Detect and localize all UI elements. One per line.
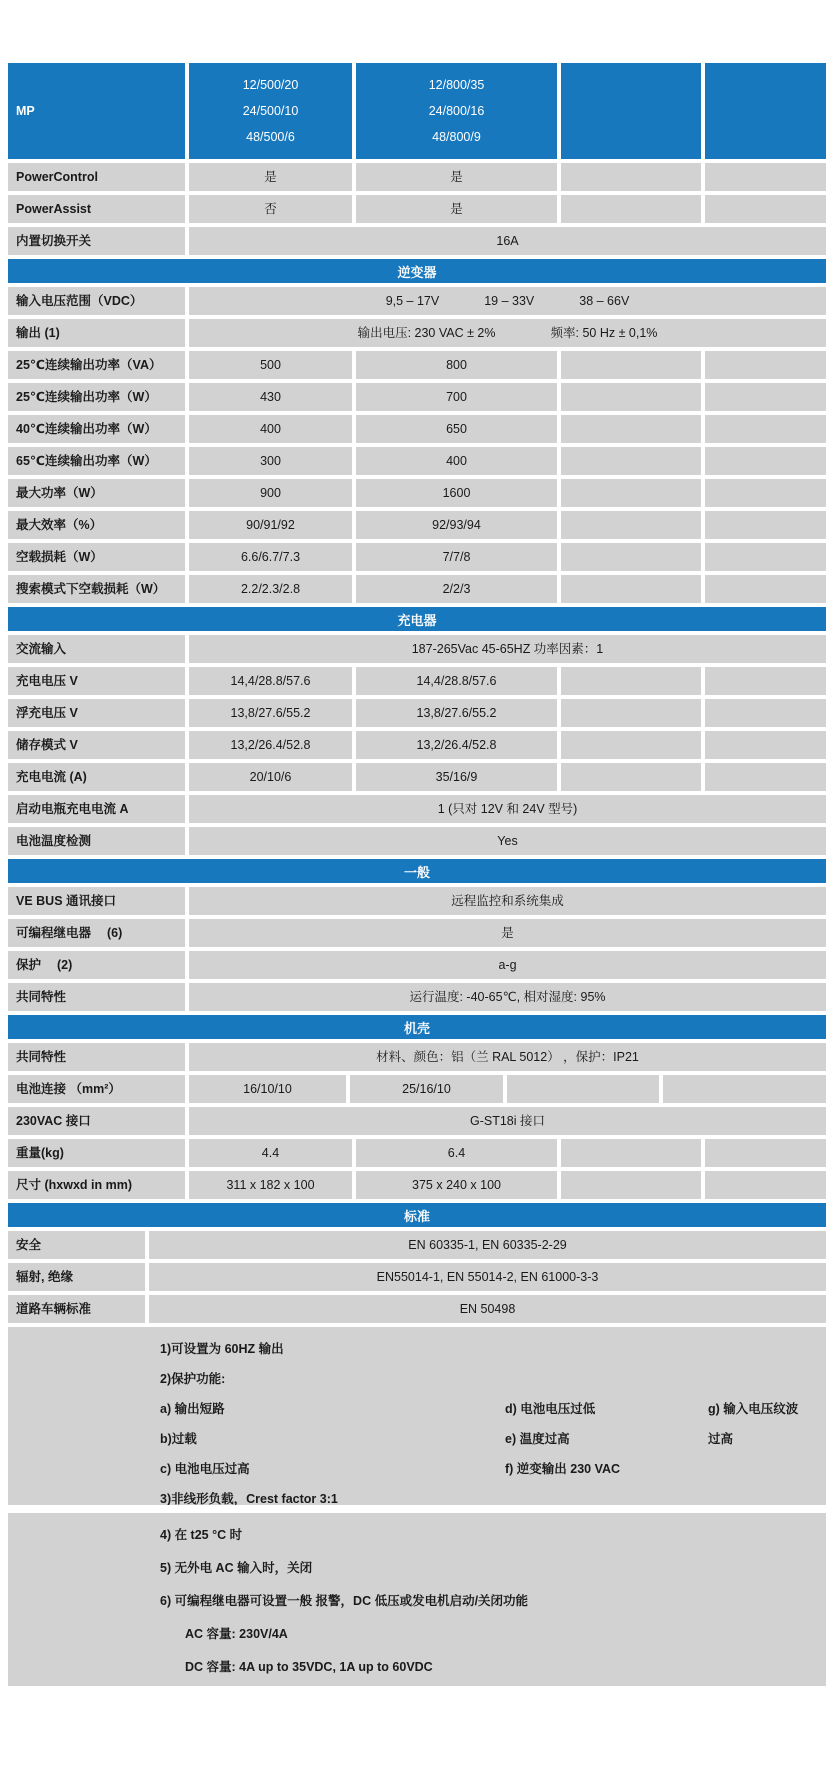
- row-label: 道路车辆标准: [8, 1295, 145, 1323]
- cell-empty: [561, 383, 701, 411]
- cell-empty: [561, 479, 701, 507]
- row-label: 启动电瓶充电电流 A: [8, 795, 185, 823]
- row-label: 尺寸 (hxwxd in mm): [8, 1171, 185, 1199]
- cell-empty: [705, 763, 826, 791]
- row-input-voltage-range: [8, 287, 826, 315]
- cell-value: 是: [356, 195, 557, 223]
- model-code: 48/800/9: [432, 129, 481, 144]
- cell-value: 800: [356, 351, 557, 379]
- row-label: 充电电压 V: [8, 667, 185, 695]
- footnote-g: g) 输入电压纹波: [708, 1402, 799, 1416]
- cell-value: 1600: [356, 479, 557, 507]
- row-protection: [8, 951, 826, 979]
- cell-value: 35/16/9: [356, 763, 557, 791]
- table-header-row: [8, 63, 826, 159]
- cell-value: 650: [356, 415, 557, 443]
- cell-empty: [705, 447, 826, 475]
- cell-empty: [705, 731, 826, 759]
- row-cont-power-w65: [8, 447, 826, 475]
- row-powercontrol: [8, 163, 826, 191]
- row-weight: [8, 1139, 826, 1167]
- row-programmable-relay: [8, 919, 826, 947]
- row-label: PowerAssist: [8, 195, 185, 223]
- cell-value: 900: [189, 479, 352, 507]
- cell-empty: [705, 575, 826, 603]
- cell-empty: [705, 667, 826, 695]
- cell-value: 远程监控和系统集成: [189, 887, 826, 915]
- cell-empty: [705, 1139, 826, 1167]
- cell-empty: [507, 1075, 659, 1103]
- row-battery-connection: [8, 1075, 826, 1103]
- row-label: 浮充电压 V: [8, 699, 185, 727]
- cell-value: EN55014-1, EN 55014-2, EN 61000-3-3: [149, 1263, 826, 1291]
- cell-value: 400: [189, 415, 352, 443]
- cell-value: 2.2/2.3/2.8: [189, 575, 352, 603]
- footnote-e: e) 温度过高: [505, 1432, 570, 1446]
- row-label: 内置切换开关: [8, 227, 185, 255]
- cell-empty: [705, 383, 826, 411]
- cell-value: EN 50498: [149, 1295, 826, 1323]
- cell-empty: [663, 1075, 826, 1103]
- row-common-enclosure: [8, 1043, 826, 1071]
- cell-value: 500: [189, 351, 352, 379]
- cell-empty: [705, 163, 826, 191]
- row-starter-charge-current: [8, 795, 826, 823]
- row-common-general: [8, 983, 826, 1011]
- footnote-f: f) 逆变输出 230 VAC: [505, 1462, 621, 1476]
- row-label: 65℃连续输出功率（W）: [8, 447, 185, 475]
- cell-empty: [561, 543, 701, 571]
- cell-empty: [561, 351, 701, 379]
- cell-value: EN 60335-1, EN 60335-2-29: [149, 1231, 826, 1259]
- row-zero-load: [8, 543, 826, 571]
- row-charge-voltage: [8, 667, 826, 695]
- cell-value: 300: [189, 447, 352, 475]
- model-code: 48/500/6: [246, 129, 295, 144]
- row-road-vehicle-standard: [8, 1295, 826, 1323]
- header-model-col-2: [356, 63, 557, 159]
- cell-value: 13,8/27.6/55.2: [189, 699, 352, 727]
- row-label: 辐射, 绝缘: [8, 1263, 145, 1291]
- spec-table: [8, 63, 826, 1323]
- header-model-col-4-empty: [705, 63, 826, 159]
- row-dimensions: [8, 1171, 826, 1199]
- footnote-5: 5) 无外电 AC 输入时，关闭: [160, 1560, 313, 1575]
- cell-empty: [561, 699, 701, 727]
- row-ve-bus: [8, 887, 826, 915]
- cell-value: 13,2/26.4/52.8: [356, 731, 557, 759]
- cell-empty: [561, 1171, 701, 1199]
- section-header-charger: 充电器: [8, 607, 826, 631]
- cell-value: 1 (只对 12V 和 24V 型号): [189, 795, 826, 823]
- row-ac-connector: [8, 1107, 826, 1135]
- row-label: 充电电流 (A): [8, 763, 185, 791]
- cell-empty: [561, 667, 701, 695]
- cell-empty: [705, 1171, 826, 1199]
- row-storage-mode: [8, 731, 826, 759]
- header-product-label: MP: [8, 63, 185, 159]
- cell-value: 187-265Vac 45-65HZ 功率因素：1: [189, 635, 826, 663]
- footnote-dc-capacity: DC 容量: 4A up to 35VDC, 1A up to 60VDC: [185, 1659, 433, 1674]
- cell-value: 6.6/6.7/7.3: [189, 543, 352, 571]
- cell-empty: [561, 447, 701, 475]
- cell-value: 4.4: [189, 1139, 352, 1167]
- footnote-protection-row-1: [8, 1393, 826, 1423]
- model-code: 24/800/16: [428, 103, 485, 118]
- row-label: 电池连接 （mm²）: [8, 1075, 185, 1103]
- voltage-range-12v: 9,5 – 17V: [385, 293, 440, 308]
- output-voltage: 输出电压: 230 VAC ± 2%: [357, 325, 496, 340]
- voltage-range-48v: 38 – 66V: [579, 293, 630, 308]
- row-label: 25℃连续输出功率（W）: [8, 383, 185, 411]
- cell-value: 7/7/8: [356, 543, 557, 571]
- cell-value: 16/10/10: [189, 1075, 346, 1103]
- cell-empty: [561, 1139, 701, 1167]
- cell-value: 6.4: [356, 1139, 557, 1167]
- header-model-col-1: [189, 63, 352, 159]
- row-label: 空载损耗（W）: [8, 543, 185, 571]
- row-label: 25℃连续输出功率（VA）: [8, 351, 185, 379]
- cell-value: 400: [356, 447, 557, 475]
- row-search-mode-load: [8, 575, 826, 603]
- footnote-divider: [8, 1505, 826, 1513]
- cell-value: Yes: [189, 827, 826, 855]
- cell-empty: [705, 479, 826, 507]
- cell-empty: [705, 351, 826, 379]
- row-cont-power-w40: [8, 415, 826, 443]
- cell-value: 否: [189, 195, 352, 223]
- row-max-efficiency: [8, 511, 826, 539]
- footnote-4: 4) 在 t25 °C 时: [160, 1527, 243, 1542]
- section-header-general: 一般: [8, 859, 826, 883]
- cell-empty: [561, 511, 701, 539]
- row-label: 最大功率（W）: [8, 479, 185, 507]
- row-cont-power-va: [8, 351, 826, 379]
- row-label: 最大效率（%）: [8, 511, 185, 539]
- row-charge-current: [8, 763, 826, 791]
- cell-value: G-ST18i 接口: [189, 1107, 826, 1135]
- cell-value: 材料、颜色：铝（兰 RAL 5012） ，保护：IP21: [189, 1043, 826, 1071]
- cell-empty: [561, 195, 701, 223]
- footnote-1: 1)可设置为 60HZ 输出: [160, 1342, 284, 1356]
- footnote-protection-row-3: [8, 1453, 826, 1483]
- row-label: 共同特性: [8, 983, 185, 1011]
- model-code: 24/500/10: [242, 103, 299, 118]
- row-ac-input: [8, 635, 826, 663]
- cell-value: 25/16/10: [350, 1075, 503, 1103]
- footnote-g-cont: 过高: [708, 1432, 734, 1446]
- cell-value: 92/93/94: [356, 511, 557, 539]
- row-label: 重量(kg): [8, 1139, 185, 1167]
- footnote-a: a) 输出短路: [160, 1402, 225, 1416]
- row-label: 电池温度检测: [8, 827, 185, 855]
- footnotes-block-2: [8, 1513, 826, 1686]
- cell-value: 700: [356, 383, 557, 411]
- footnotes-block-1: [8, 1327, 826, 1505]
- row-max-power: [8, 479, 826, 507]
- cell-value: 430: [189, 383, 352, 411]
- footnote-b: b)过载: [160, 1432, 197, 1446]
- row-label: 输出 (1): [8, 319, 185, 347]
- model-code: 12/500/20: [242, 78, 299, 92]
- footnote-protection-row-2: [8, 1423, 826, 1453]
- cell-empty: [705, 511, 826, 539]
- cell-value: 是: [356, 163, 557, 191]
- cell-value: 16A: [189, 227, 826, 255]
- cell-value: 20/10/6: [189, 763, 352, 791]
- row-label: 搜索模式下空载损耗（W）: [8, 575, 185, 603]
- section-header-inverter: 逆变器: [8, 259, 826, 283]
- row-label: 储存模式 V: [8, 731, 185, 759]
- row-label: 可编程继电器 (6): [8, 919, 185, 947]
- row-label: 安全: [8, 1231, 145, 1259]
- voltage-range-24v: 19 – 33V: [484, 293, 535, 308]
- cell-empty: [561, 415, 701, 443]
- footnote-c: c) 电池电压过高: [160, 1462, 250, 1476]
- cell-empty: [705, 699, 826, 727]
- row-float-voltage: [8, 699, 826, 727]
- cell-value: [189, 319, 826, 347]
- row-battery-temp-sensor: [8, 827, 826, 855]
- row-label: 共同特性: [8, 1043, 185, 1071]
- footnote-d: d) 电池电压过低: [505, 1402, 596, 1416]
- cell-empty: [561, 763, 701, 791]
- cell-value: 311 x 182 x 100: [189, 1171, 352, 1199]
- footnote-ac-capacity: AC 容量: 230V/4A: [185, 1626, 288, 1641]
- cell-value: [189, 287, 826, 315]
- row-label: 保护 (2): [8, 951, 185, 979]
- cell-value: 2/2/3: [356, 575, 557, 603]
- cell-value: a-g: [189, 951, 826, 979]
- cell-empty: [705, 195, 826, 223]
- row-label: 230VAC 接口: [8, 1107, 185, 1135]
- cell-value: 14,4/28.8/57.6: [189, 667, 352, 695]
- cell-value: 13,2/26.4/52.8: [189, 731, 352, 759]
- footnote-6: 6) 可编程继电器可设置一般 报警，DC 低压或发电机启动/关闭功能: [160, 1593, 529, 1608]
- footnote-3: 3)非线形负载，Crest factor 3:1: [160, 1492, 338, 1505]
- model-code: 12/800/35: [428, 78, 485, 92]
- cell-value: 是: [189, 163, 352, 191]
- cell-empty: [705, 415, 826, 443]
- row-emission-standard: [8, 1263, 826, 1291]
- output-frequency: 频率: 50 Hz ± 0,1%: [550, 325, 658, 340]
- section-header-standards: 标准: [8, 1203, 826, 1227]
- row-safety-standard: [8, 1231, 826, 1259]
- row-label: PowerControl: [8, 163, 185, 191]
- row-label: 交流输入: [8, 635, 185, 663]
- cell-value: 375 x 240 x 100: [356, 1171, 557, 1199]
- row-transfer-switch: [8, 227, 826, 255]
- row-label: 输入电压范围（VDC）: [8, 287, 185, 315]
- cell-empty: [561, 575, 701, 603]
- cell-empty: [561, 163, 701, 191]
- row-powerassist: [8, 195, 826, 223]
- cell-value: 运行温度: -40-65℃, 相对湿度: 95%: [189, 983, 826, 1011]
- section-header-enclosure: 机壳: [8, 1015, 826, 1039]
- cell-value: 90/91/92: [189, 511, 352, 539]
- cell-empty: [561, 731, 701, 759]
- footnote-2: 2)保护功能:: [160, 1372, 226, 1386]
- row-label: 40℃连续输出功率（W）: [8, 415, 185, 443]
- row-cont-power-w25: [8, 383, 826, 411]
- row-label: VE BUS 通讯接口: [8, 887, 185, 915]
- cell-value: 13,8/27.6/55.2: [356, 699, 557, 727]
- cell-value: 14,4/28.8/57.6: [356, 667, 557, 695]
- cell-value: 是: [189, 919, 826, 947]
- cell-empty: [705, 543, 826, 571]
- header-model-col-3-empty: [561, 63, 701, 159]
- row-output: [8, 319, 826, 347]
